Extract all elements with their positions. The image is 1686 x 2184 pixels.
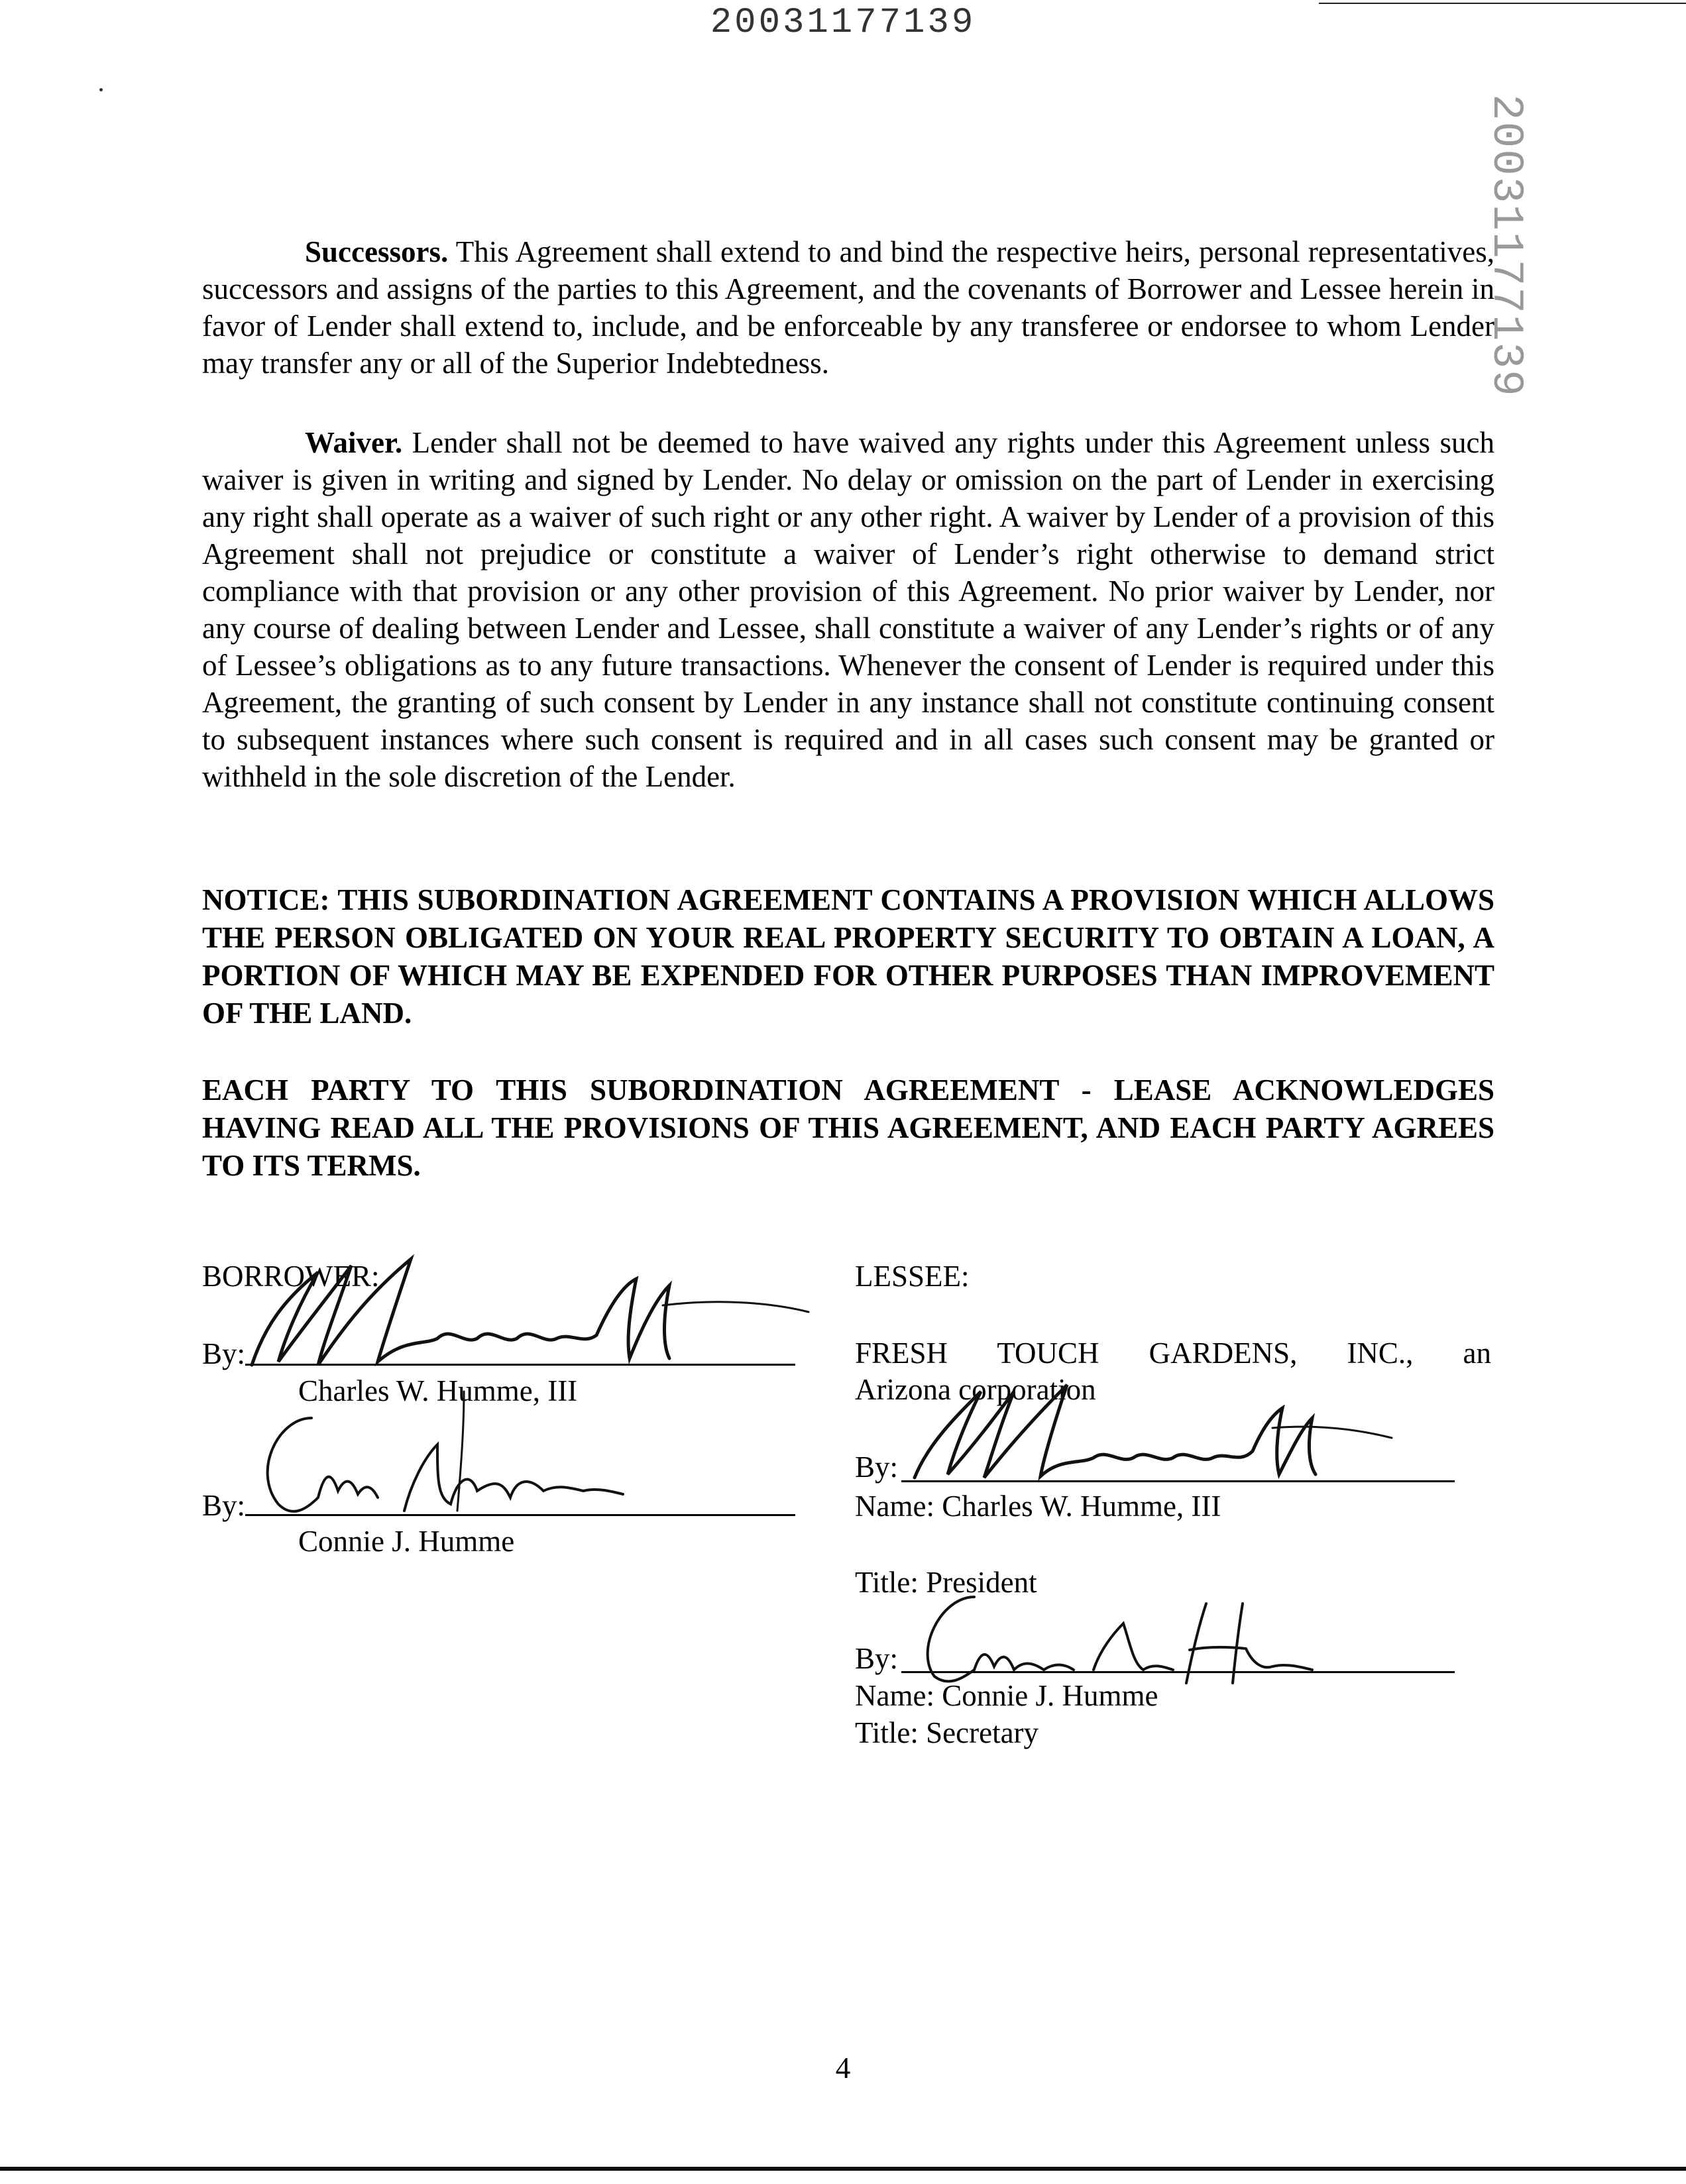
- borrower-name-2: Connie J. Humme: [298, 1525, 515, 1558]
- waiver-body: Lender shall not be deemed to have waived any rights under this Agreement unless such waiver is given in writing and signed by Lender. No delay or omission on the part of Lender in exercising any right shall operate as a waiver of such right or any other right. A waiver by Lender of a provision of this Agreement shall not prejudice or constitute a waiver of Lender’s right otherwise to demand strict compliance with that provision or any other provision of this Agreement. No prior waiver by Lender, nor any course of dealing between Lender and Lessee, shall constitute a waiver of any Lender’s rights or of any of Lessee’s obligations as to any future transactions. Whenever the consent of Lender is required under this Agreement, the granting of such consent by Lender in any instance shall not constitute continuing consent to subsequent instances where such consent is required and in all cases such consent may be granted or withheld in the sole discretion of the Lender.: [202, 426, 1494, 793]
- lessee-name-2: Connie J. Humme: [942, 1679, 1158, 1712]
- successors-heading: Successors.: [305, 235, 449, 268]
- bottom-rule: [0, 2167, 1686, 2171]
- borrower-heading: BORROWER:: [202, 1260, 380, 1293]
- borrower-by-label-2: By:: [202, 1489, 246, 1522]
- lessee-company-line-1: FRESH TOUCH GARDENS, INC., an: [855, 1337, 1491, 1370]
- lessee-title-label-1: Title:: [855, 1566, 919, 1599]
- notice-paragraph: NOTICE: THIS SUBORDINATION AGREEMENT CONTAINS A PROVISION WHICH ALLOWS THE PERSON OBLIGATED ON YOUR REAL PROPERTY SECURITY TO OBTAIN A LOAN, A PORTION OF WHICH MAY BE EXPENDED FOR OTHER PURPOSES THAN IMPROVEMENT OF THE LAND.: [202, 883, 1494, 1030]
- top-rule: [1319, 3, 1686, 4]
- borrower-name-1: Charles W. Humme, III: [298, 1374, 578, 1407]
- lessee-title-1: President: [926, 1566, 1037, 1599]
- lessee-name-row-1: [855, 1488, 1221, 1525]
- lessee-title-label-2: Title:: [855, 1716, 919, 1749]
- lessee-heading: LESSEE:: [855, 1260, 970, 1293]
- waiver-paragraph: [202, 424, 1494, 795]
- successors-paragraph: [202, 233, 1494, 382]
- scan-speck: [99, 88, 103, 91]
- lessee-company-line-2: Arizona corporation: [855, 1373, 1096, 1406]
- lessee-name-label-1: Name:: [855, 1490, 934, 1523]
- lessee-title-2: Secretary: [926, 1716, 1039, 1749]
- lessee-title-row-2: [855, 1714, 1039, 1751]
- lessee-by-label-1: By:: [855, 1450, 899, 1484]
- successors-body: This Agreement shall extend to and bind the respective heirs, personal representatives, successors and assigns of the parties to this Agreement, and the covenants of Borrower and Lessee herein in favor of Lender shall extend to, include, and be enforceable by any transferee or endorsee to whom Lender may transfer any or all of the Superior Indebtedness.: [202, 235, 1494, 380]
- signature-connie-humme-borrower: [239, 1378, 689, 1524]
- acknowledgment-paragraph: EACH PARTY TO THIS SUBORDINATION AGREEMENT - LEASE ACKNOWLEDGES HAVING READ ALL THE PROVISIONS OF THIS AGREEMENT, AND EACH PARTY AGREES TO ITS TERMS.: [202, 1073, 1494, 1182]
- page-number: 4: [835, 2051, 851, 2085]
- borrower-by-label-1: By:: [202, 1337, 246, 1370]
- waiver-heading: Waiver.: [305, 426, 403, 459]
- signature-connie-humme-lessee: [901, 1570, 1325, 1690]
- lessee-name-label-2: Name:: [855, 1679, 934, 1712]
- lessee-name-1: Charles W. Humme, III: [942, 1490, 1221, 1523]
- document-number: 20031177139: [710, 3, 976, 43]
- side-stamp: 20031177139: [1481, 94, 1531, 398]
- signature-charles-humme-borrower: [239, 1246, 822, 1378]
- signature-charles-humme-lessee: [901, 1365, 1405, 1491]
- lessee-by-label-2: By:: [855, 1642, 899, 1675]
- lessee-name-row-2: [855, 1677, 1158, 1714]
